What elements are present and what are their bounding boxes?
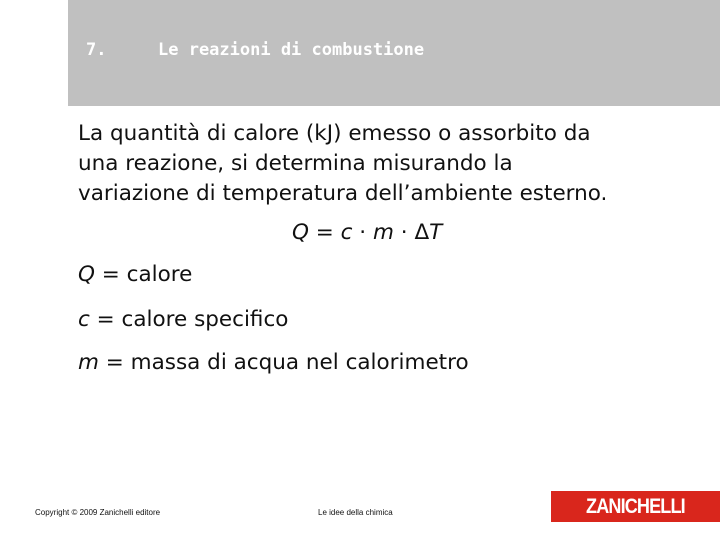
formula <box>292 220 442 245</box>
logo-text: ZANICHELLI <box>586 494 685 518</box>
formula-q: Q <box>292 220 309 245</box>
body-paragraph <box>78 119 698 209</box>
section-number: 7. <box>86 40 107 60</box>
body-line: variazione di temperatura dell’ambiente esterno. <box>78 181 608 206</box>
formula-m: m <box>372 220 394 245</box>
definition-text: = calore <box>94 262 193 287</box>
body-line: una reazione, si determina misurando la <box>78 151 513 176</box>
zanichelli-logo <box>551 491 720 522</box>
formula-equals: = <box>308 220 341 245</box>
formula-c: c <box>340 220 353 245</box>
section-title: Le reazioni di combustione <box>158 40 425 60</box>
definition-symbol: Q <box>78 262 95 287</box>
definition-text: = calore specifico <box>89 307 289 332</box>
definition-text: = massa di acqua nel calorimetro <box>98 350 469 375</box>
definition-symbol: m <box>78 350 99 375</box>
formula-dot: · <box>352 220 373 245</box>
definition-symbol: c <box>78 307 90 332</box>
copyright-text: Copyright © 2009 Zanichelli editore <box>35 508 161 517</box>
definition-q <box>78 262 192 287</box>
definition-m <box>78 350 469 375</box>
formula-delta: Δ <box>414 220 430 245</box>
formula-t: T <box>429 220 443 245</box>
formula-dot: · <box>393 220 415 245</box>
definition-c <box>78 307 288 332</box>
body-line: La quantità di calore (kJ) emesso o assorbito da <box>78 121 591 146</box>
footer-book-title: Le idee della chimica <box>318 508 393 517</box>
